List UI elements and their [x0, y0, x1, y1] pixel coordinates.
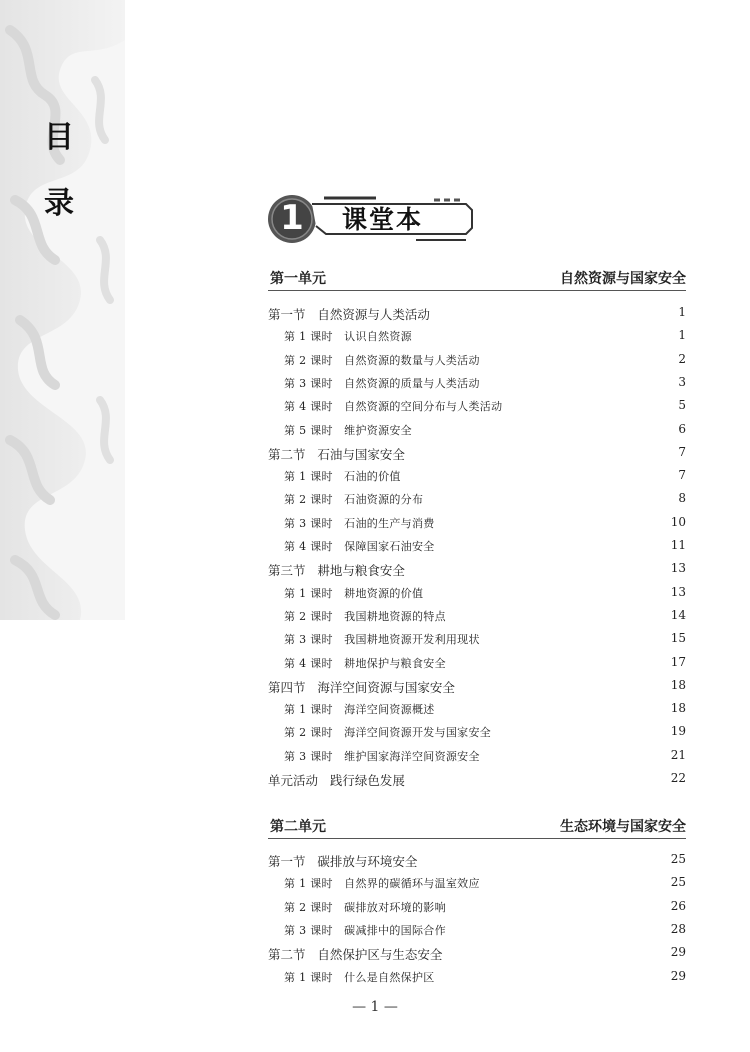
toc-lesson-row[interactable] [268, 897, 686, 917]
toc-entry-page: 15 [670, 631, 686, 646]
toc-lesson-row[interactable] [268, 967, 686, 987]
toc-lesson-row[interactable] [268, 536, 686, 556]
toc-entry-page: 18 [670, 701, 686, 716]
toc-entry-title: 第 3 课时 自然资源的质量与人类活动 [284, 376, 480, 390]
toc-lesson-row[interactable] [268, 420, 686, 440]
toc-entry-page: 13 [670, 584, 686, 599]
toc-entry-title: 第 5 课时 维护资源安全 [284, 423, 412, 437]
toc-section-row[interactable] [268, 303, 686, 323]
unit-1-subtitle: 自然资源与国家安全 [560, 271, 686, 287]
decorative-flame-pattern [0, 0, 125, 620]
toc-entry-title: 第 2 课时 我国耕地资源的特点 [284, 609, 446, 623]
toc-entry-title: 第 2 课时 碳排放对环境的影响 [284, 900, 446, 914]
toc-entry-page: 22 [670, 771, 686, 785]
unit-1-heading [268, 266, 686, 291]
toc-lesson-row[interactable] [268, 489, 686, 509]
toc-entry-page: 29 [670, 968, 686, 983]
toc-entry-page: 13 [670, 561, 686, 576]
section-badge-number: 1 [280, 198, 304, 238]
toc-section-row[interactable] [268, 443, 686, 463]
toc-section-row[interactable] [268, 850, 686, 870]
toc-entry-page: 11 [670, 538, 686, 552]
toc-entry-title: 第 3 课时 石油的生产与消费 [284, 516, 435, 530]
toc-entry-title: 第 2 课时 自然资源的数量与人类活动 [284, 353, 480, 367]
toc-lesson-row[interactable] [268, 920, 686, 940]
toc-entry-title: 第一节 自然资源与人类活动 [268, 307, 430, 322]
toc-entry-title: 第二节 自然保护区与生态安全 [268, 947, 443, 963]
toc-lesson-row[interactable] [268, 746, 686, 766]
toc-entry-page: 1 [678, 328, 686, 343]
toc-entry-page: 10 [670, 514, 686, 529]
toc-entry-page: 17 [670, 654, 686, 669]
toc-entry-title: 第 2 课时 海洋空间资源开发与国家安全 [284, 726, 492, 740]
toc-entry-page: 28 [670, 921, 686, 936]
toc-entry-title: 第 1 课时 认识自然资源 [284, 330, 412, 344]
contents-title-char-1: 目 [44, 120, 74, 155]
toc-lesson-row[interactable] [268, 326, 686, 346]
toc-lesson-row[interactable] [268, 722, 686, 742]
toc-entry-title: 第三节 耕地与粮食安全 [268, 563, 405, 579]
toc-lesson-row[interactable] [268, 653, 686, 673]
toc-lesson-row[interactable] [268, 373, 686, 393]
toc-entry-page: 25 [670, 852, 686, 866]
toc-lesson-row[interactable] [268, 606, 686, 626]
toc-section-row[interactable] [268, 943, 686, 963]
toc-entry-page: 21 [670, 747, 686, 762]
toc-entry-page: 7 [678, 468, 686, 483]
toc-entry-title: 第 4 课时 耕地保护与粮食安全 [284, 656, 446, 670]
section-badge-label: 课堂本 [342, 205, 424, 234]
toc-entry-page: 3 [678, 374, 686, 389]
toc-entry-title: 第 1 课时 石油的价值 [284, 470, 401, 484]
unit-2-subtitle: 生态环境与国家安全 [560, 819, 686, 835]
toc-entry-page: 2 [678, 351, 686, 366]
toc-section-row[interactable] [268, 559, 686, 579]
toc-entry-page: 5 [678, 398, 686, 413]
toc-lesson-row[interactable] [268, 513, 686, 533]
toc-entry-page: 25 [670, 875, 686, 890]
toc-section-row[interactable] [268, 769, 686, 789]
toc-entry-title: 单元活动 践行绿色发展 [268, 773, 405, 788]
toc-entry-title: 第 2 课时 石油资源的分布 [284, 493, 424, 507]
toc-entry-page: 18 [670, 677, 686, 692]
toc-entry-title: 第 3 课时 我国耕地资源开发利用现状 [284, 633, 480, 647]
toc-entry-title: 第 1 课时 海洋空间资源概述 [284, 703, 435, 717]
toc-entry-page: 1 [678, 305, 686, 319]
toc-entry-title: 第 4 课时 保障国家石油安全 [284, 540, 435, 553]
toc-lesson-row[interactable] [268, 583, 686, 603]
toc-lesson-row[interactable] [268, 699, 686, 719]
toc-entry-title: 第 4 课时 自然资源的空间分布与人类活动 [284, 400, 503, 414]
unit-2-title: 第二单元 [270, 819, 326, 835]
page-number-footer: — 1 — [352, 999, 398, 1015]
toc-entry-page: 26 [670, 898, 686, 913]
toc-entry-title: 第一节 碳排放与环境安全 [268, 854, 418, 869]
toc-entry-title: 第四节 海洋空间资源与国家安全 [268, 679, 455, 695]
toc-entry-page: 29 [670, 945, 686, 960]
unit-1-title: 第一单元 [270, 271, 326, 287]
toc-entry-title: 第 3 课时 维护国家海洋空间资源安全 [284, 749, 480, 763]
toc-entry-page: 14 [670, 607, 686, 622]
toc-lesson-row[interactable] [268, 466, 686, 486]
toc-entry-title: 第 1 课时 什么是自然保护区 [284, 970, 435, 984]
toc-entry-title: 第 3 课时 碳减排中的国际合作 [284, 923, 446, 937]
toc-lesson-row[interactable] [268, 629, 686, 649]
toc-lesson-row[interactable] [268, 396, 686, 416]
toc-entry-title: 第 1 课时 自然界的碳循环与温室效应 [284, 877, 480, 891]
toc-lesson-row[interactable] [268, 873, 686, 893]
toc-section-row[interactable] [268, 676, 686, 696]
toc-entry-page: 8 [678, 491, 686, 506]
toc-lesson-row[interactable] [268, 350, 686, 370]
toc-entry-page: 6 [678, 421, 686, 436]
contents-title-char-2: 录 [44, 186, 74, 221]
toc-entry-title: 第 1 课时 耕地资源的价值 [284, 586, 424, 600]
toc-entry-page: 19 [670, 724, 686, 739]
unit-2-heading [268, 814, 686, 839]
toc-entry-page: 7 [678, 444, 686, 459]
toc-entry-title: 第二节 石油与国家安全 [268, 446, 405, 462]
